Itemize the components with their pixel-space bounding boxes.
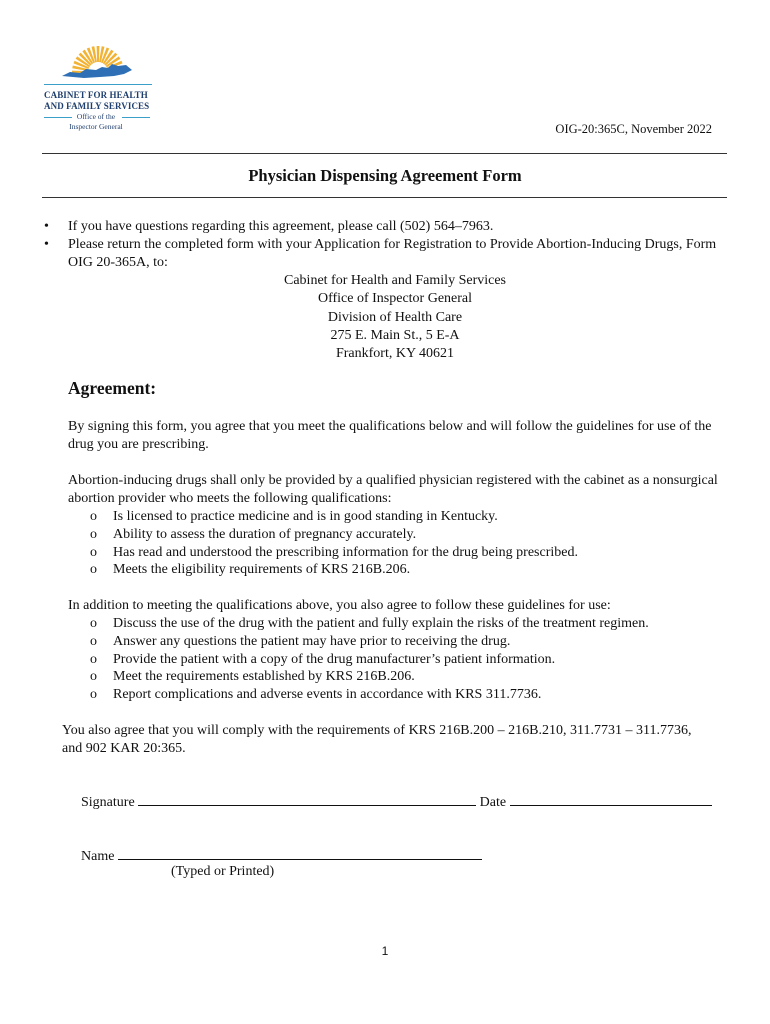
list-item: o Is licensed to practice medicine and is in good standing in Kentucky. [90,509,498,524]
logo-line-3: Office of the [76,112,116,121]
name-label: Name [81,849,115,864]
instruction-text: If you have questions regarding this agreement, please call (502) 564–7963. [68,219,494,234]
list-item: o Meets the eligibility requirements of KRS 216B.206. [90,562,411,578]
signature-label: Signature [81,795,135,810]
address-line: Cabinet for Health and Family Services [284,273,506,288]
list-marker: o [90,669,97,685]
list-item: o Report complications and adverse events in accordance with KRS 311.7736. [90,687,542,703]
list-marker: o [90,633,97,649]
top-divider [42,153,727,154]
list-marker: o [90,526,97,542]
date-field[interactable] [510,792,712,806]
instruction-text: Please return the completed form with your Application for Registration to Provide Abortion-Inducing Drugs, Form OIG 20-365A, to: [68,237,717,270]
guidelines-intro: In addition to meeting the qualifications above, you also agree to follow these guidelines for use: [68,598,611,613]
title-divider [42,197,727,198]
list-marker: o [90,687,97,703]
guidelines-section [68,597,733,704]
list-marker: o [90,651,97,667]
guidelines-list [68,615,733,704]
instruction-item [40,218,730,236]
list-item: o Ability to assess the duration of pregnancy accurately. [90,526,417,542]
name-note: (Typed or Printed) [171,864,275,879]
compliance-statement: You also agree that you will comply with the requirements of KRS 216B.200 – 216B.210, 311.7731 – 311.7736, and 902 KAR 20:365. [62,723,692,756]
address-line: Office of Inspector General [317,291,473,307]
list-marker: o [90,509,97,524]
logo-line-4: Inspector General [69,122,123,131]
address-line: 275 E. Main St., 5 E-A [330,327,460,343]
date-label: Date [479,795,507,810]
list-marker: o [90,544,97,560]
signature-row [81,792,712,811]
address-line: Division of Health Care [327,309,463,325]
bullet-icon: • [44,219,49,234]
qualifications-list [68,508,733,579]
agency-logo [40,40,160,140]
logo-line-1: CABINET FOR HEALTH [44,90,148,100]
signature-field[interactable] [138,792,476,806]
list-item: o Meet the requirements established by KRS 216B.206. [90,669,415,685]
agreement-heading: Agreement: [68,378,157,398]
form-code: OIG-20:365C, November 2022 [555,122,712,136]
sun-ray [97,46,100,62]
logo-line-2: AND FAMILY SERVICES [44,101,150,111]
list-item: o Provide the patient with a copy of the drug manufacturer’s patient information. [90,651,556,667]
agreement-intro: By signing this form, you agree that you meet the qualifications below and will follow the guidelines for use of the drug you are prescribing. [68,419,712,452]
sunburst-kentucky-icon [40,40,160,84]
bullet-icon: • [44,237,49,252]
list-marker: o [90,562,97,578]
list-item: o Answer any questions the patient may have prior to receiving the drug. [90,633,511,649]
page-number: 1 [381,944,389,958]
qualifications-section [68,472,733,579]
instruction-item [40,236,730,272]
name-field[interactable] [118,846,482,860]
list-marker: o [90,616,97,631]
instructions-list [40,218,730,272]
qualifications-intro: Abortion-inducing drugs shall only be provided by a qualified physician registered with the cabinet as a nonsurgical abortion provider who meets the following qualifications: [68,473,718,506]
mailing-address [0,272,770,363]
address-line: Frankfort, KY 40621 [335,346,455,362]
list-item: o Discuss the use of the drug with the patient and fully explain the risks of the treatment regimen. [90,616,649,631]
name-row [81,846,482,865]
list-item: o Has read and understood the prescribing information for the drug being prescribed. [90,544,578,560]
form-title: Physician Dispensing Agreement Form [248,166,522,185]
